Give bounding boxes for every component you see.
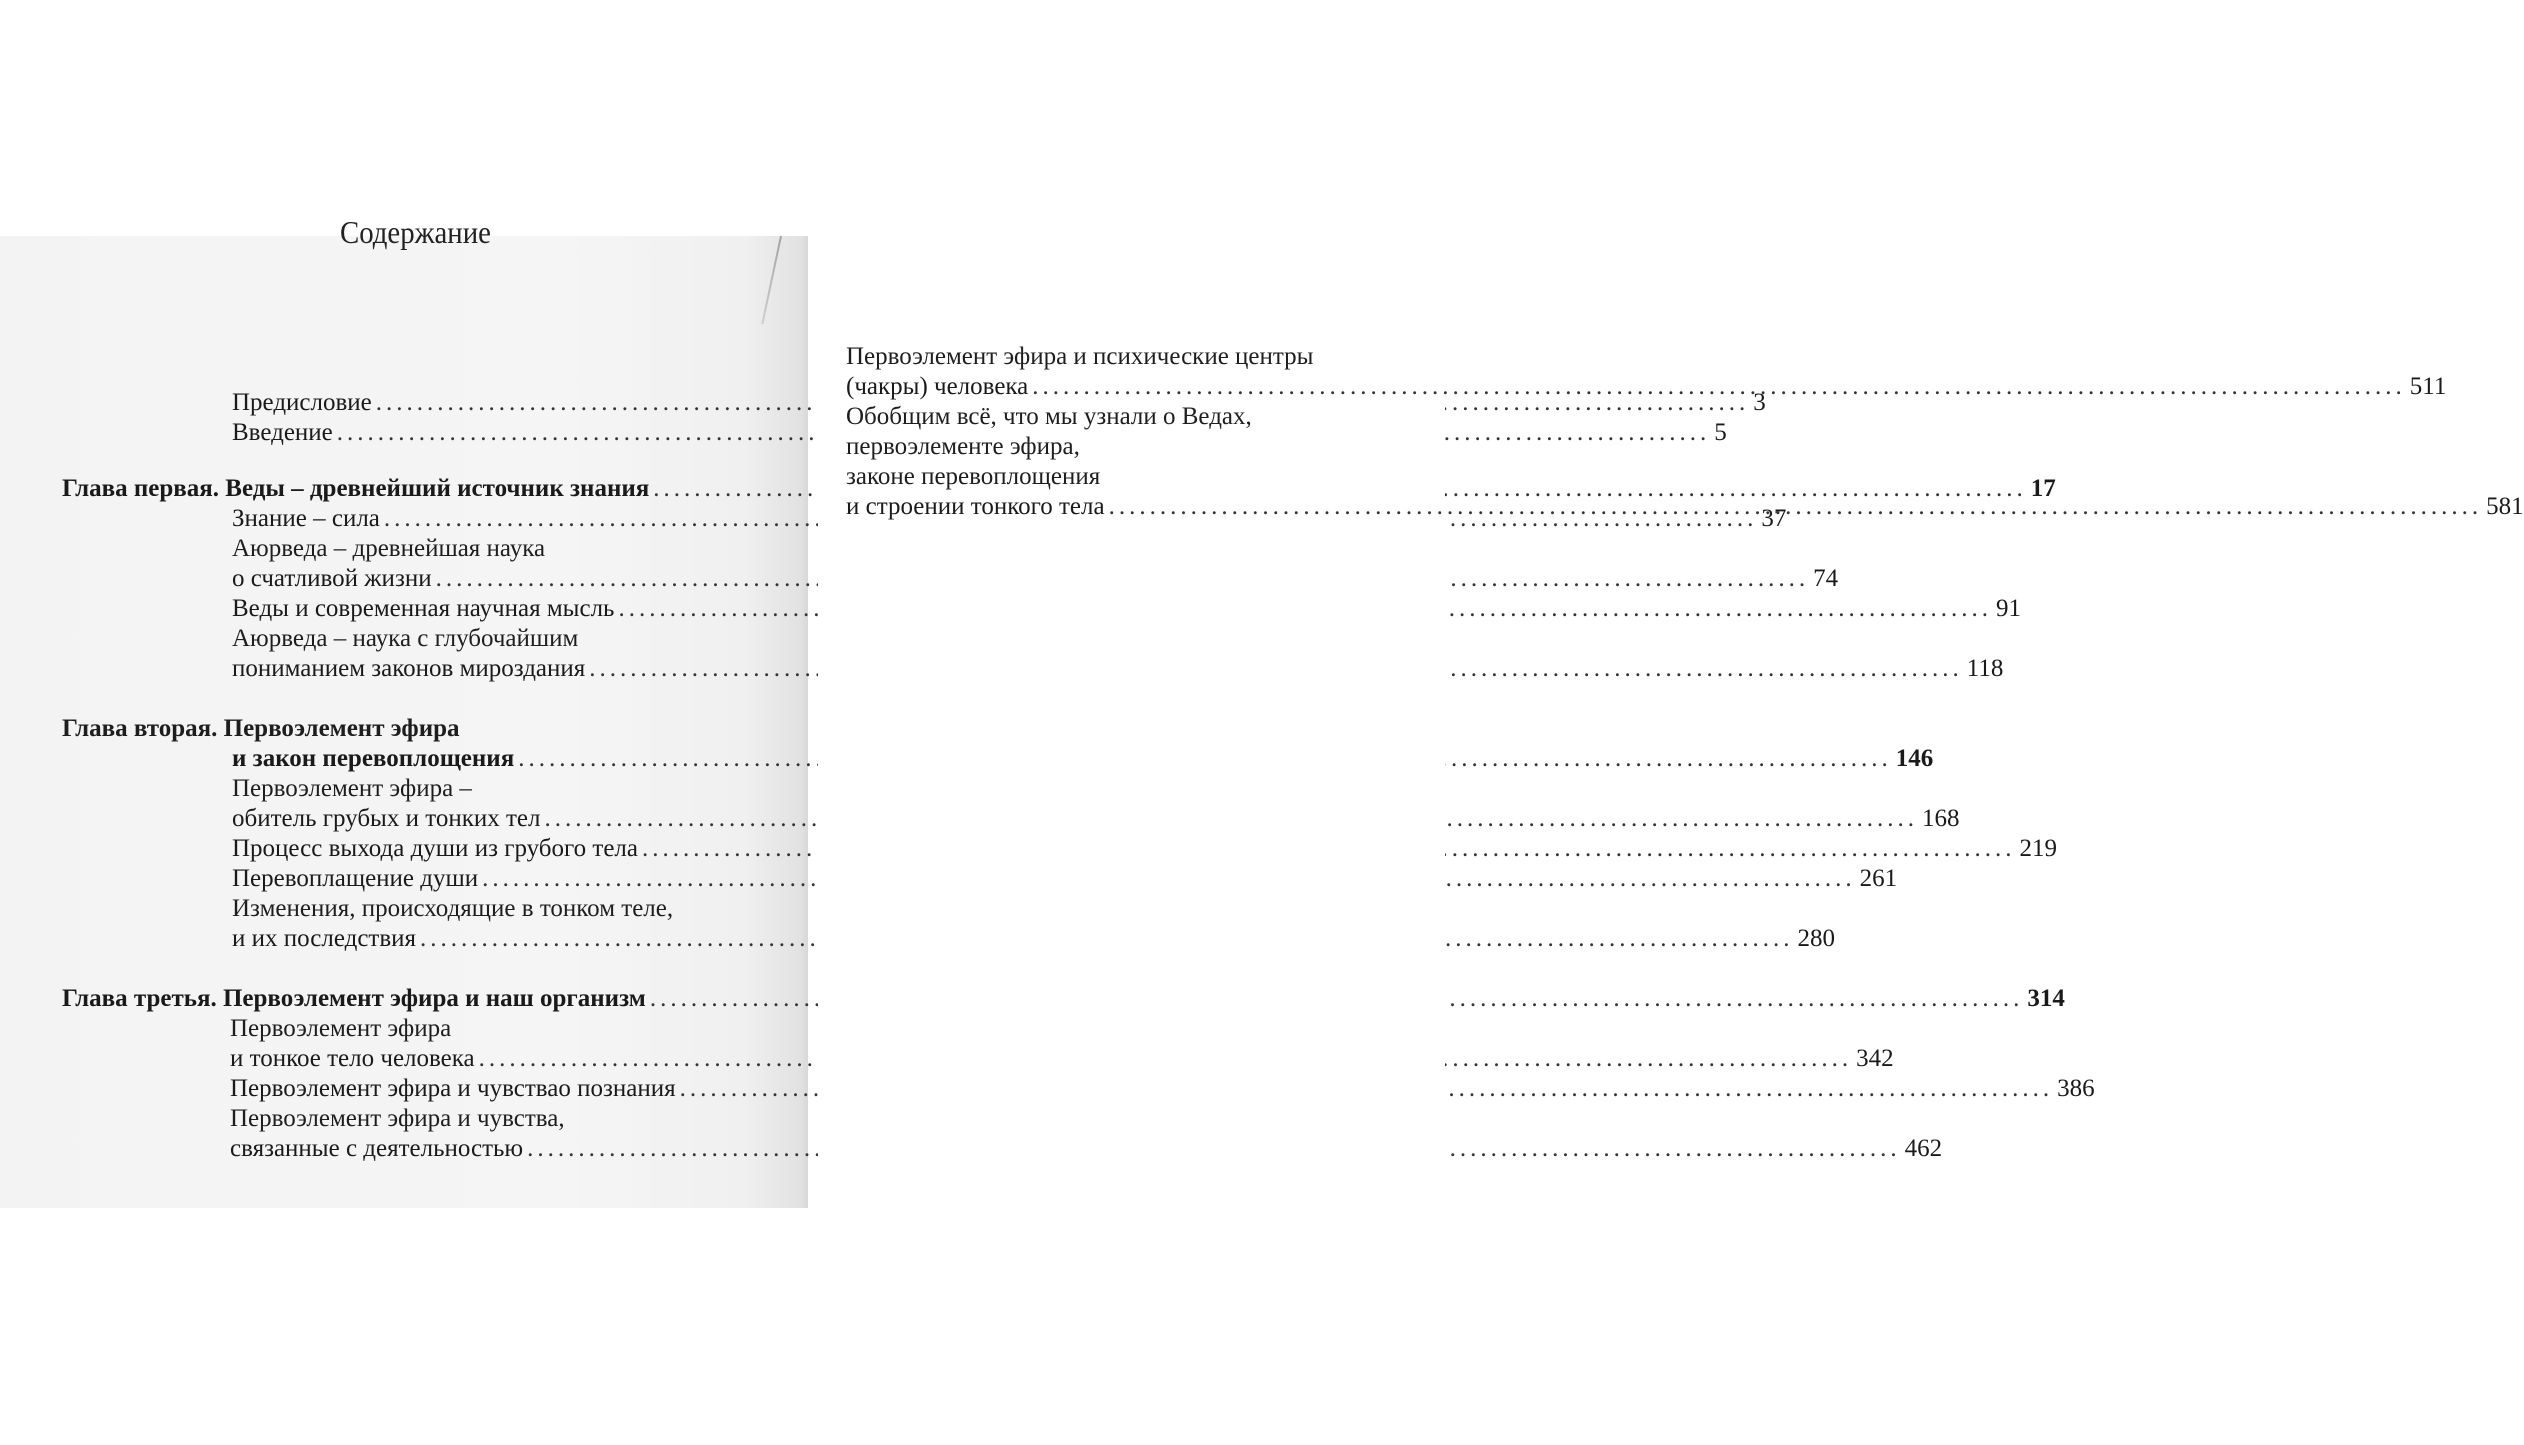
toc-section[interactable]: о счатливой жизни ..... 74 xyxy=(232,564,792,594)
toc-section-line[interactable]: Первоэлемент эфира xyxy=(230,1015,452,1042)
page-number: 386 xyxy=(2057,1075,2095,1102)
toc-section-line[interactable]: первоэлементе эфира, xyxy=(846,433,1080,460)
toc-section[interactable]: и строении тонкого тела ..... 581 xyxy=(846,492,1412,522)
page-number: 168 xyxy=(1921,805,1960,832)
toc-section-line[interactable]: Аюрведа – древнейшая наука xyxy=(232,535,546,562)
toc-section[interactable]: пониманием законов мироздания ..... 118 xyxy=(232,654,792,684)
page-fold-mark xyxy=(761,236,782,324)
toc-section[interactable]: Процесс выхода души из грубого тела ..... 219 xyxy=(232,834,792,864)
page-number: 3 xyxy=(1753,389,1766,416)
toc-section[interactable]: связанные с деятельностью ..... 462 xyxy=(230,1134,792,1164)
leader-dots xyxy=(1032,372,2406,402)
toc-section-line[interactable]: Аюрведа – наука с глубочайшим xyxy=(232,625,579,652)
page-number: 581 xyxy=(2486,493,2524,520)
toc-section[interactable]: (чакры) человека ..... 511 xyxy=(846,372,1412,402)
entry-title: Предисловие xyxy=(232,389,372,416)
chapter-label: Глава третья. xyxy=(62,985,217,1012)
page-number: 146 xyxy=(1895,745,1934,772)
page-number: 219 xyxy=(2019,835,2057,862)
page-number: 91 xyxy=(1995,595,2021,622)
toc-title: Содержание xyxy=(340,214,491,250)
toc-section[interactable]: Знание – сила ..... 37 xyxy=(232,504,792,534)
toc-section-line[interactable]: законе перевоплощения xyxy=(846,463,1101,490)
page-number: 280 xyxy=(1797,925,1836,952)
page-number: 118 xyxy=(1966,655,2004,682)
chapter-title: Первоэлемент эфира и наш организм xyxy=(222,985,646,1012)
toc-section-line[interactable]: Обобщим всё, что мы узнали о Ведах, xyxy=(846,403,1252,430)
toc-chapter-2-cont[interactable]: и закон перевоплощения ..... 146 xyxy=(232,744,792,774)
leader-dots xyxy=(1109,492,2483,522)
toc-section[interactable]: Первоэлемент эфира и чувствао познания ..... 386 xyxy=(230,1074,792,1104)
page-number: 261 xyxy=(1859,865,1898,892)
page-number: 314 xyxy=(2027,985,2065,1012)
page-number: 342 xyxy=(1856,1045,1894,1072)
page-number: 37 xyxy=(1761,505,1787,532)
entry-title: Введение xyxy=(232,419,333,446)
toc-section-line[interactable]: Первоэлемент эфира и психические центры xyxy=(846,343,1314,370)
chapter-label: Глава вторая. xyxy=(62,715,218,742)
chapter-label: Глава первая. xyxy=(62,475,220,502)
toc-section[interactable]: обитель грубых и тонких тел ..... 168 xyxy=(232,804,792,834)
toc-chapter-2[interactable] xyxy=(62,714,460,744)
toc-section-line[interactable]: Изменения, происходящие в тонком теле, xyxy=(232,895,674,922)
toc-section[interactable]: и тонкое тело человека ..... 342 xyxy=(230,1044,792,1074)
toc-section-line[interactable]: Первоэлемент эфира – xyxy=(232,775,472,802)
page-number: 74 xyxy=(1813,565,1839,592)
toc-chapter-3[interactable] xyxy=(62,984,2065,1014)
page-number: 462 xyxy=(1904,1135,1943,1162)
page-number: 511 xyxy=(2409,373,2447,400)
toc-section-line[interactable]: Первоэлемент эфира и чувства, xyxy=(230,1105,565,1132)
chapter-title: Веды – древнейший источник знания xyxy=(225,475,650,502)
page-number: 5 xyxy=(1714,419,1727,446)
toc-section[interactable]: и их последствия ..... 280 xyxy=(232,924,792,954)
toc-section[interactable]: Веды и современная научная мысль ..... 91 xyxy=(232,594,792,624)
page-number: 17 xyxy=(2030,475,2056,502)
chapter-title: Первоэлемент эфира xyxy=(223,715,460,742)
toc-section[interactable]: Перевоплащение души ..... 261 xyxy=(232,864,792,894)
